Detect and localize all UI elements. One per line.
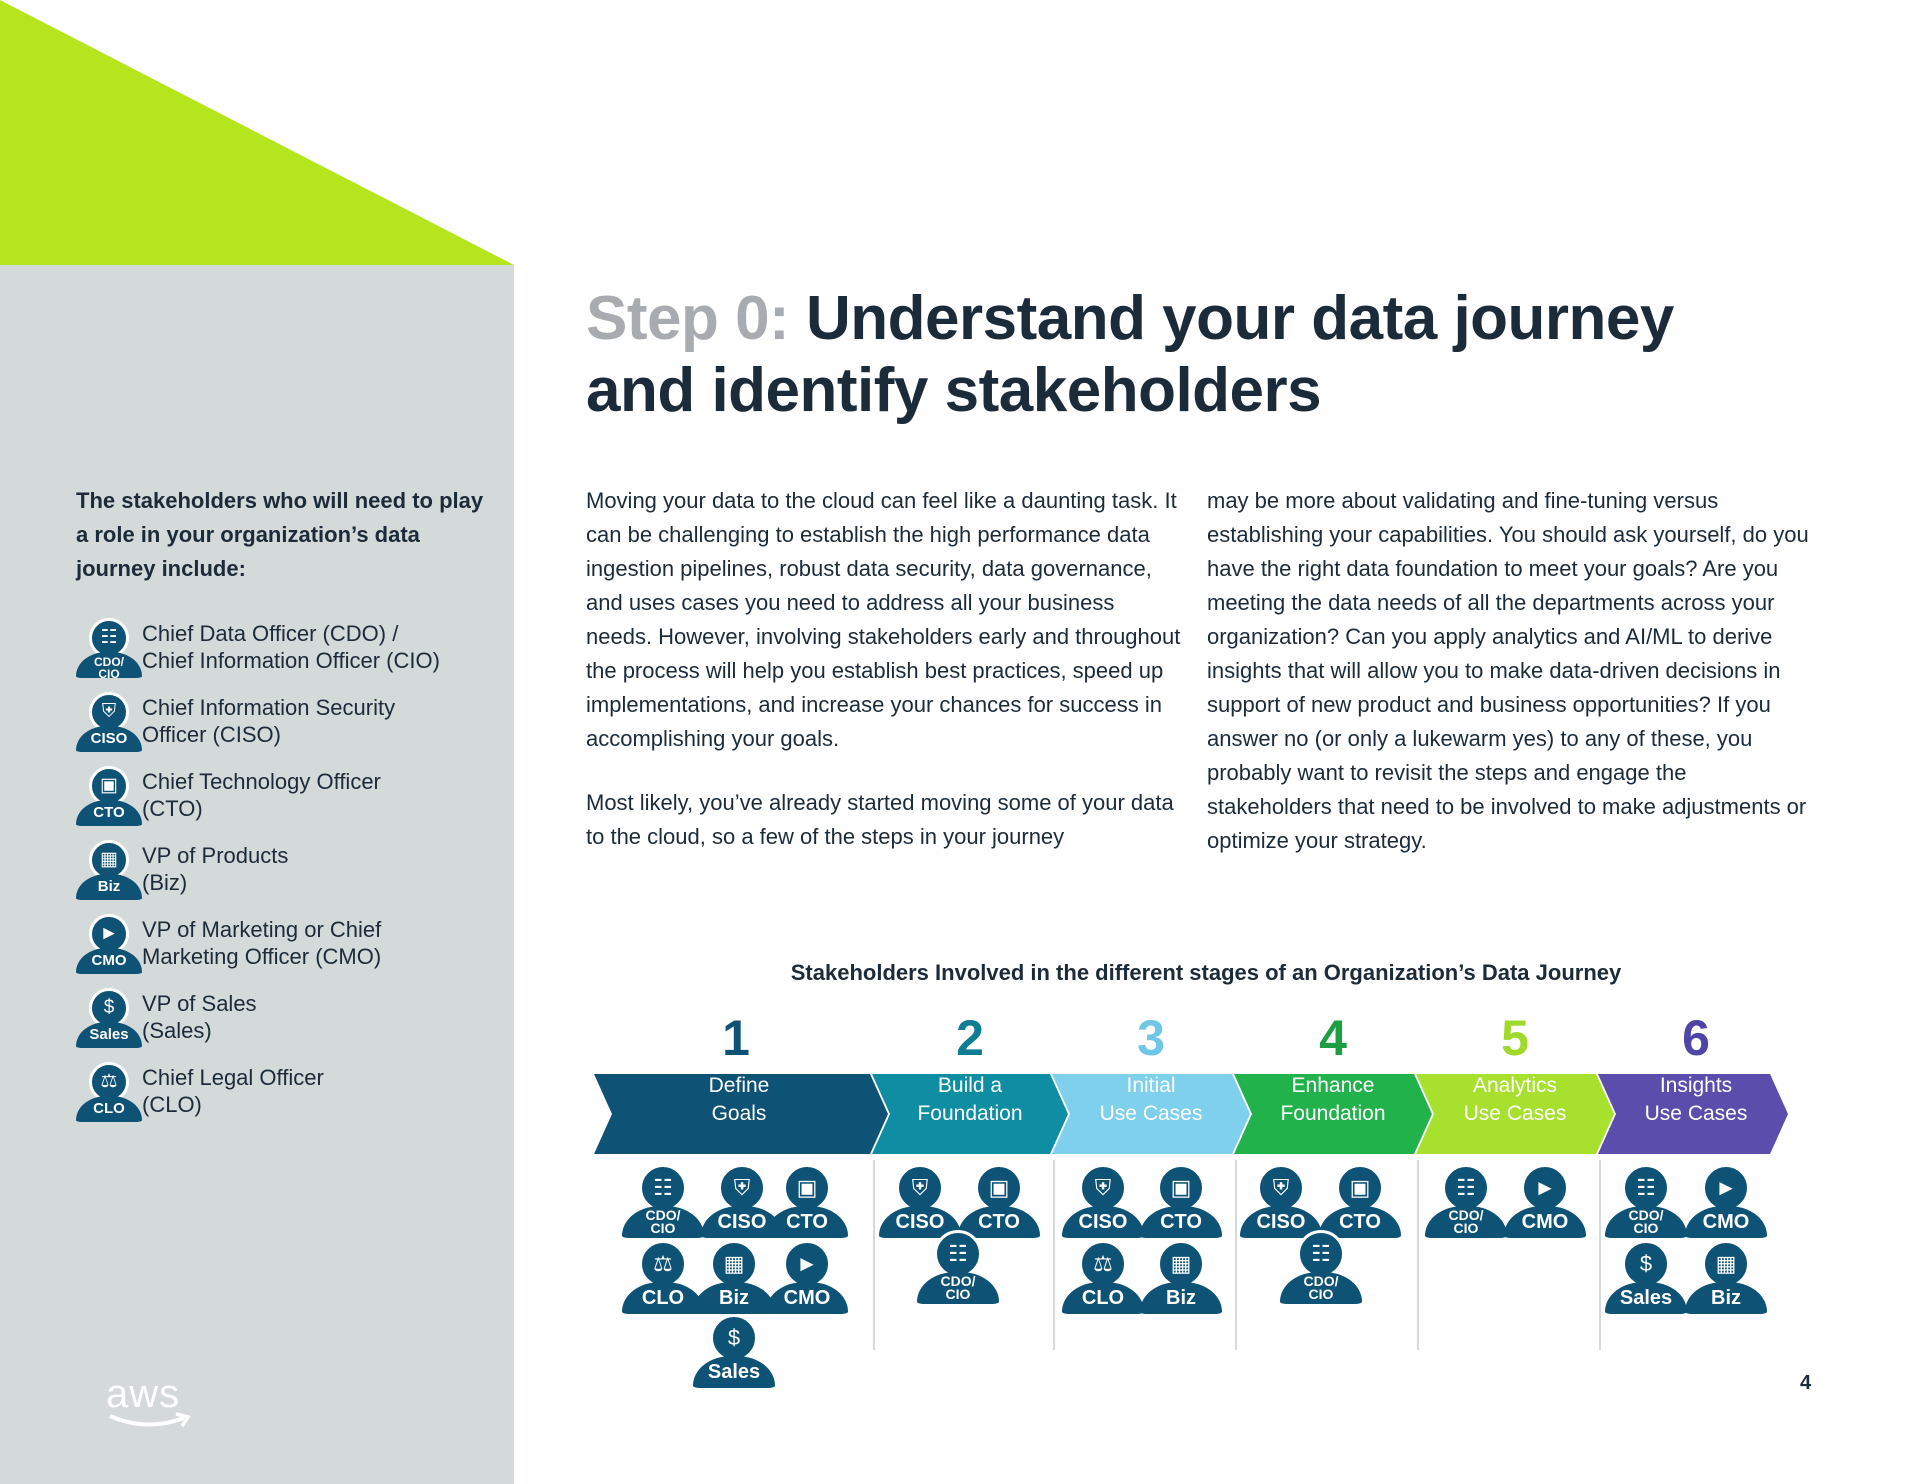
stage6-cmo-badge [1685, 1164, 1767, 1238]
badge-label: CDO/ CIO [1280, 1272, 1362, 1304]
stage4-ciso-badge [1240, 1164, 1322, 1238]
body-paragraph: Most likely, you’ve already started moving some of your data to the cloud, so a few of the steps in your journey [586, 790, 1174, 849]
step-number-6: 6 [1682, 1010, 1710, 1066]
step-number-4: 4 [1319, 1010, 1347, 1066]
title-step-prefix: Step 0: [586, 284, 790, 353]
stage2-cto-badge [958, 1164, 1040, 1238]
dollar-icon: $ [89, 988, 129, 1028]
stage1-biz-badge [693, 1240, 775, 1314]
stage3-cto-badge [1140, 1164, 1222, 1238]
aws-logo-text: aws [106, 1372, 181, 1416]
badge-label: CISO [1240, 1206, 1322, 1238]
stage6-cdo-badge [1605, 1164, 1687, 1238]
scale-icon: ⚖ [639, 1240, 687, 1288]
badge-label: CDO/ CIO [1425, 1206, 1507, 1238]
badge-label: CDO/ CIO [917, 1272, 999, 1304]
stakeholder-label: Chief Data Officer (CDO) / Chief Information Officer (CIO) [142, 621, 440, 673]
database-icon: ☷ [934, 1230, 982, 1278]
shield-icon: ⛨ [1257, 1164, 1305, 1212]
chip-icon: ▣ [1157, 1164, 1205, 1212]
chip-icon: ▣ [783, 1164, 831, 1212]
badge-label: CTO [1319, 1206, 1401, 1238]
badge-label: CDO/ CIO [1605, 1206, 1687, 1238]
megaphone-icon: ► [89, 914, 129, 954]
badge-label: CTO [766, 1206, 848, 1238]
database-icon: ☷ [1442, 1164, 1490, 1212]
body-paragraph: may be more about validating and fine-tuning versus establishing your capabilities. You should ask yourself, do you have the right data foundation to meet your goals? Are you meeting the data needs of all the departments across your organization? Can you apply analytics and AI/ML to derive insights that will allow you to make data-driven decisions in support of new product and business opportunities? If you answer no (or only a lukewarm yes) to any of these, you probably want to revisit the steps and engage the stakeholders that need to be involved to make adjustments or optimize your strategy. [1207, 488, 1809, 853]
stage3-clo-badge [1062, 1240, 1144, 1314]
megaphone-icon: ► [1702, 1164, 1750, 1212]
badge-label: CTO [1140, 1206, 1222, 1238]
grid-icon: ▦ [1702, 1240, 1750, 1288]
title-line1: Understand your data journey [805, 284, 1674, 353]
dollar-icon: $ [1622, 1240, 1670, 1288]
step-label-4: Enhance Foundation [1280, 1074, 1386, 1125]
database-icon: ☷ [1622, 1164, 1670, 1212]
stage1-cmo-badge [766, 1240, 848, 1314]
column-divider [1599, 1160, 1601, 1350]
database-icon: ☷ [639, 1164, 687, 1212]
step-label-1: Define Goals [708, 1074, 770, 1125]
badge-label: CLO [622, 1282, 704, 1314]
chip-icon: ▣ [975, 1164, 1023, 1212]
journey-title: Stakeholders Involved in the different stages of an Organization’s Data Journey [790, 960, 1622, 985]
step-label-2: Build a Foundation [917, 1074, 1023, 1125]
badge-label: Biz [1140, 1282, 1222, 1314]
page-number: 4 [1800, 1372, 1812, 1394]
database-icon: ☷ [89, 618, 129, 658]
body-paragraph: Moving your data to the cloud can feel like a daunting task. It can be challenging to establish the high performance data ingestion pipelines, robust data security, data governance, and uses cases you need to address all your business needs. However, involving stakeholders early and throughout the process will help you establish best practices, speed up implementations, and increase your chances for success in accomplishing your goals. [586, 488, 1181, 751]
scale-icon: ⚖ [89, 1062, 129, 1102]
step-number-1: 1 [722, 1010, 750, 1066]
badge-label: CMO [1685, 1206, 1767, 1238]
step-label-5: Analytics Use Cases [1463, 1074, 1567, 1125]
badge-label: CDO/ CIO [622, 1206, 704, 1238]
stage6-biz-badge [1685, 1240, 1767, 1314]
stage2-ciso-badge [879, 1164, 961, 1238]
badge-label: CISO [1062, 1206, 1144, 1238]
column-divider [1235, 1160, 1237, 1350]
ciso-badge-label: CISO [76, 726, 142, 752]
title-line2: and identify stakeholders [586, 356, 1322, 425]
stakeholder-label: Chief Technology Officer (CTO) [142, 769, 381, 821]
column-divider [873, 1160, 875, 1350]
dollar-icon: $ [710, 1314, 758, 1362]
stage1-cdo-badge [622, 1164, 704, 1238]
step-number-2: 2 [956, 1010, 984, 1066]
shield-icon: ⛨ [896, 1164, 944, 1212]
stage1-clo-badge [622, 1240, 704, 1314]
badge-label: CISO [701, 1206, 783, 1238]
grid-icon: ▦ [1157, 1240, 1205, 1288]
stage3-biz-badge [1140, 1240, 1222, 1314]
stage2-cdo-badge [917, 1230, 999, 1304]
chip-icon: ▣ [1336, 1164, 1384, 1212]
cto-badge-label: CTO [76, 800, 142, 826]
stage4-cdo-badge [1280, 1230, 1362, 1304]
badge-label: CMO [1504, 1206, 1586, 1238]
badge-label: Biz [1685, 1282, 1767, 1314]
scale-icon: ⚖ [1079, 1240, 1127, 1288]
biz-badge-label: Biz [76, 874, 142, 900]
stage5-cmo-badge [1504, 1164, 1586, 1238]
stakeholder-label: VP of Sales (Sales) [142, 991, 257, 1043]
shield-icon: ⛨ [1079, 1164, 1127, 1212]
step-number-3: 3 [1137, 1010, 1165, 1066]
chip-icon: ▣ [89, 766, 129, 806]
stakeholder-label: VP of Marketing or Chief Marketing Officer (CMO) [142, 917, 382, 969]
badge-label: CTO [958, 1206, 1040, 1238]
grid-icon: ▦ [89, 840, 129, 880]
stage4-cto-badge [1319, 1164, 1401, 1238]
sidebar-intro: The stakeholders who will need to play a role in your organization’s data journey include: [76, 488, 484, 581]
cdo-badge-label: CDO/ CIO [76, 652, 142, 678]
step-label-3: Initial Use Cases [1099, 1074, 1203, 1125]
badge-label: CLO [1062, 1282, 1144, 1314]
stakeholder-label: Chief Legal Officer (CLO) [142, 1065, 324, 1117]
badge-label: Biz [693, 1282, 775, 1314]
megaphone-icon: ► [783, 1240, 831, 1288]
stage6-sales-badge [1605, 1240, 1687, 1314]
step-number-5: 5 [1501, 1010, 1529, 1066]
clo-badge-label: CLO [76, 1096, 142, 1122]
cmo-badge-label: CMO [76, 948, 142, 974]
stage1-sales-badge [693, 1314, 775, 1388]
column-divider [1417, 1160, 1419, 1350]
step-label-6: Insights Use Cases [1644, 1074, 1748, 1125]
database-icon: ☷ [1297, 1230, 1345, 1278]
stage3-ciso-badge [1062, 1164, 1144, 1238]
stakeholder-label: VP of Products (Biz) [142, 843, 289, 895]
sales-badge-label: Sales [76, 1022, 142, 1048]
badge-label: CMO [766, 1282, 848, 1314]
shield-icon: ⛨ [89, 692, 129, 732]
megaphone-icon: ► [1521, 1164, 1569, 1212]
column-divider [1053, 1160, 1055, 1350]
shield-icon: ⛨ [718, 1164, 766, 1212]
stage1-cto-badge [766, 1164, 848, 1238]
grid-icon: ▦ [710, 1240, 758, 1288]
badge-label: Sales [693, 1356, 775, 1388]
badge-label: Sales [1605, 1282, 1687, 1314]
badge-label: CISO [879, 1206, 961, 1238]
stage5-cdo-badge [1425, 1164, 1507, 1238]
stakeholder-label: Chief Information Security Officer (CISO) [142, 695, 396, 747]
